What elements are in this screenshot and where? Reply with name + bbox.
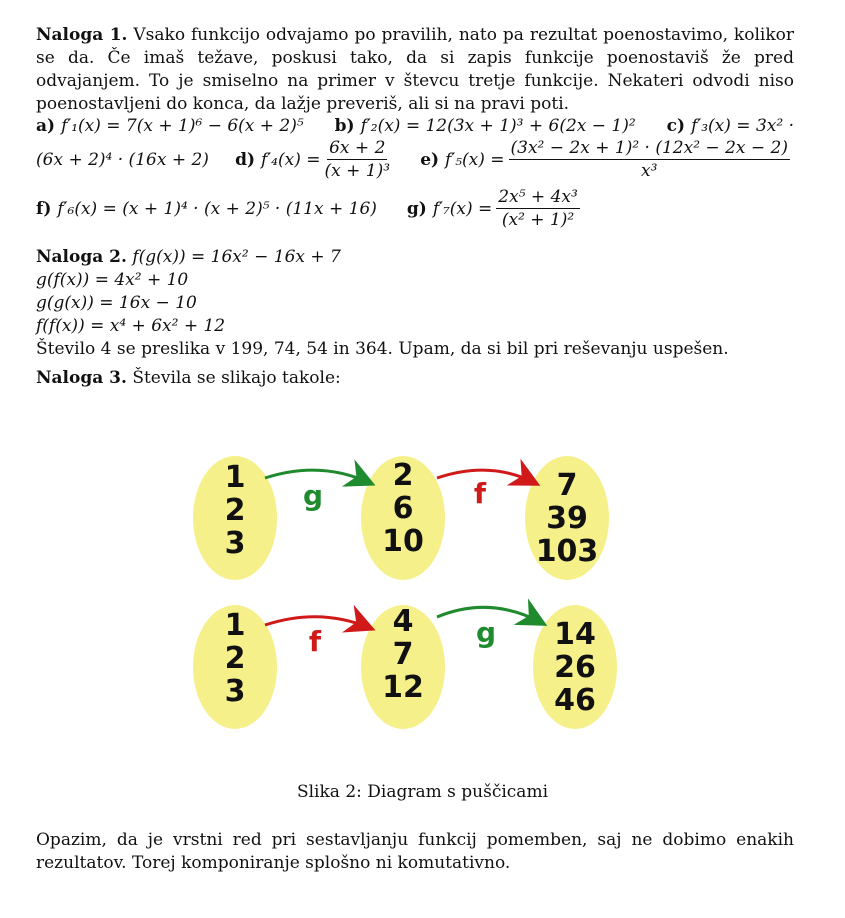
- row1-mid-value-1: 2: [392, 458, 414, 493]
- item-c-label: c): [666, 116, 686, 136]
- task1-label: Naloga 1.: [36, 25, 128, 45]
- row1-right-value-2: 39: [546, 501, 588, 536]
- document-body: [36, 24, 794, 390]
- derivatives-row-3: [36, 187, 794, 230]
- item-e-denominator: x³: [641, 161, 658, 181]
- item-g-label: g): [406, 198, 427, 219]
- task3-text: Števila se slikajo takole:: [132, 368, 341, 388]
- item-e-label: e): [420, 149, 440, 170]
- row1-mid-value-3: 10: [382, 524, 424, 559]
- row1-left-value-2: 2: [224, 493, 246, 528]
- row2-right-value-2: 26: [554, 650, 596, 685]
- row1-left-value-3: 3: [224, 526, 246, 561]
- row2-left-value-3: 3: [224, 674, 246, 709]
- item-a-expr: f′₁(x) = 7(x + 1)⁶ − 6(x + 2)⁵: [61, 116, 304, 136]
- item-b-expr: f′₂(x) = 12(3x + 1)³ + 6(2x − 1)²: [360, 116, 636, 136]
- item-e-lhs: f′₅(x) =: [445, 149, 505, 170]
- item-d-fraction: [324, 138, 390, 181]
- derivatives-row-2: [36, 138, 794, 181]
- row1-arrow-g-label: g: [302, 479, 324, 512]
- row2-right-value-1: 14: [554, 617, 596, 652]
- conclusion-paragraph: Opazim, da je vrstni red pri sestavljanju funkcij pomemben, saj ne dobimo enakih rezultatov. Torej komponiranje splošno ni komutativno.: [36, 830, 794, 873]
- task2-block: [36, 246, 794, 361]
- row2-arrow-g-label: g: [475, 616, 497, 649]
- item-e-numerator: (3x² − 2x + 1)² · (12x² − 2x − 2): [510, 138, 788, 158]
- row2-right-value-3: 46: [554, 683, 596, 718]
- item-g-numerator: 2x⁵ + 4x³: [498, 187, 578, 207]
- row2-left-value-1: 1: [224, 608, 246, 643]
- row1-right-value-1: 7: [556, 468, 578, 503]
- task2-line-3: g(g(x)) = 16x − 10: [36, 293, 197, 313]
- task2-line-4: f(f(x)) = x⁴ + 6x² + 12: [36, 316, 226, 336]
- task2-note: Število 4 se preslika v 199, 74, 54 in 364. Upam, da si bil pri reševanju uspešen.: [36, 339, 729, 359]
- arrow-diagram: [190, 445, 630, 735]
- item-e-fraction: [509, 138, 790, 181]
- item-f-expr: f′₆(x) = (x + 1)⁴ · (x + 2)⁵ · (11x + 16): [57, 198, 377, 219]
- task1-paragraph: [36, 24, 794, 116]
- item-g-lhs: f′₇(x) =: [432, 198, 493, 219]
- derivatives-row-1: [36, 116, 794, 136]
- task2-line-2: g(f(x)) = 4x² + 10: [36, 270, 189, 290]
- item-d-lhs: f′₄(x) =: [261, 149, 321, 170]
- task1-text: Vsako funkcijo odvajamo po pravilih, nato pa rezultat poenostavimo, kolikor se da. Če imaš težave, poskusi tako, da si zapis funkcije poenostaviš že pred odvajanjem. To je smiselno na primer v števcu tretje funkcije. Nekateri odvodi niso poenostavljeni do konca, da lažje preveriš, ali si na pravi poti.: [36, 25, 794, 114]
- item-c-expr: f′₃(x) = 3x² ·: [691, 116, 794, 136]
- item-d-denominator: (x + 1)³: [324, 161, 391, 181]
- item-b-label: b): [334, 116, 355, 136]
- row2-mid-value-3: 12: [382, 670, 424, 705]
- row1-right-value-3: 103: [535, 534, 599, 569]
- row1-arrow-f-label: f: [473, 477, 487, 510]
- item-a-label: a): [36, 116, 56, 136]
- item-d-numerator: 6x + 2: [329, 138, 386, 158]
- task3-label: Naloga 3.: [36, 368, 127, 388]
- task3-heading: [36, 367, 794, 390]
- item-g-denominator: (x² + 1)²: [501, 210, 575, 230]
- row2-left-value-2: 2: [224, 641, 246, 676]
- task2-label: Naloga 2.: [36, 247, 127, 267]
- row2-arrow-f-label: f: [308, 625, 322, 658]
- item-c-continuation: (6x + 2)⁴ · (16x + 2): [36, 149, 209, 170]
- task2-line-1: f(g(x)) = 16x² − 16x + 7: [132, 247, 341, 267]
- row2-mid-value-1: 4: [392, 604, 414, 639]
- figure-caption: Slika 2: Diagram s puščicami: [296, 782, 549, 802]
- item-f-label: f): [36, 198, 52, 219]
- item-g-fraction: [496, 187, 580, 230]
- row1-left-value-1: 1: [224, 460, 246, 495]
- item-d-label: d): [235, 149, 256, 170]
- row1-mid-value-2: 6: [392, 491, 414, 526]
- row2-mid-value-2: 7: [392, 637, 414, 672]
